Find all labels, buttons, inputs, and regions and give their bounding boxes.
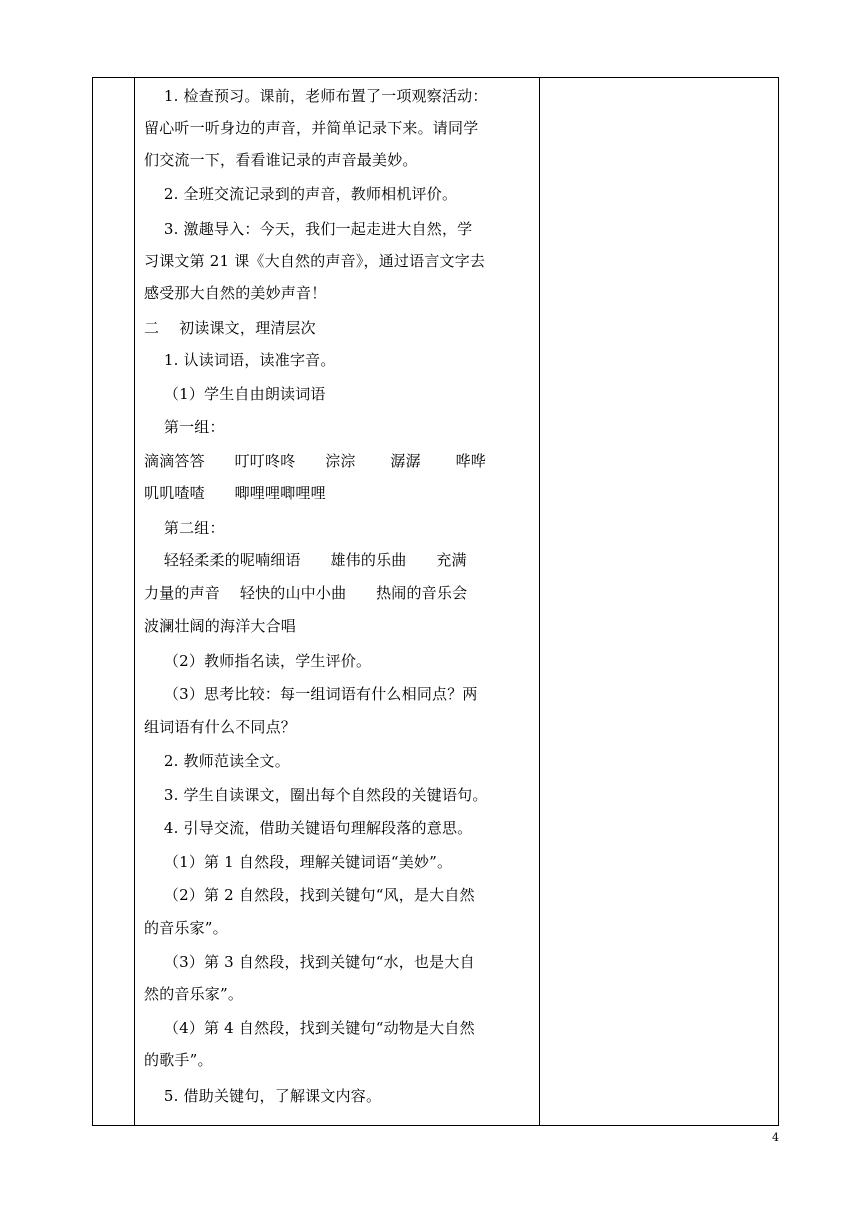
text-line-23: 4. 引导交流，借助关键语句理解段落的意思。 <box>144 819 473 837</box>
word-row-2: 叽叽喳喳 唧哩哩唧哩哩 <box>144 484 326 502</box>
page-number: 4 <box>772 1131 779 1144</box>
text-line-26: 的音乐家”。 <box>144 919 228 937</box>
text-line-27: （3）第 3 自然段，找到关键句“水，也是大自 <box>144 953 475 971</box>
section-heading: 二 初读课文，理清层次 <box>144 319 316 337</box>
text-line-29: （4）第 4 自然段，找到关键句“动物是大自然 <box>144 1019 475 1037</box>
table-column-divider-2 <box>539 78 540 1125</box>
text-line-28: 然的音乐家”。 <box>144 985 244 1003</box>
text-line-24: （1）第 1 自然段，理解关键词语“美妙”。 <box>144 853 453 871</box>
text-line-7: 感受那大自然的美妙声音！ <box>144 284 327 302</box>
text-line-4: 2. 全班交流记录到的声音，教师相机评价。 <box>144 185 458 203</box>
text-line-3: 们交流一下，看看谁记录的声音最美妙。 <box>144 151 418 169</box>
text-line-5: 3. 激趣导入：今天，我们一起走进大自然，学 <box>144 220 473 238</box>
text-line-31: 5. 借助关键句，了解课文内容。 <box>144 1087 382 1105</box>
text-line-21: 2. 教师范读全文。 <box>144 752 290 770</box>
text-line-19: （3）思考比较：每一组词语有什么相同点？两 <box>144 685 478 703</box>
text-line-25: （2）第 2 自然段，找到关键句“风，是大自然 <box>144 886 475 904</box>
text-line-22: 3. 学生自读课文，圈出每个自然段的关键语句。 <box>144 786 488 804</box>
word-row-1: 滴滴答答 叮叮咚咚 淙淙 潺潺 哗哗 <box>144 452 486 470</box>
phrase-row-1: 轻轻柔柔的呢喃细语 雄伟的乐曲 充满 <box>144 551 467 569</box>
text-line-20: 组词语有什么不同点？ <box>144 718 297 736</box>
group-label-1: 第一组： <box>144 418 225 436</box>
text-line-9: 1. 认读词语，读准字音。 <box>144 351 336 369</box>
phrase-row-2: 力量的声音 轻快的山中小曲 热闹的音乐会 <box>144 584 468 602</box>
phrase-row-3: 波澜壮阔的海洋大合唱 <box>144 617 297 635</box>
text-line-18: （2）教师指名读，学生评价。 <box>144 652 372 670</box>
text-line-6: 习课文第 21 课《大自然的声音》，通过语言文字去 <box>144 252 486 270</box>
table-column-divider-1 <box>134 78 135 1125</box>
text-line-30: 的歌手”。 <box>144 1051 213 1069</box>
text-line-10: （1）学生自由朗读词语 <box>144 385 326 403</box>
text-line-2: 留心听一听身边的声音，并简单记录下来。请同学 <box>144 119 479 137</box>
text-line-1: 1. 检查预习。课前，老师布置了一项观察活动： <box>144 87 488 105</box>
group-label-2: 第二组： <box>144 519 225 537</box>
